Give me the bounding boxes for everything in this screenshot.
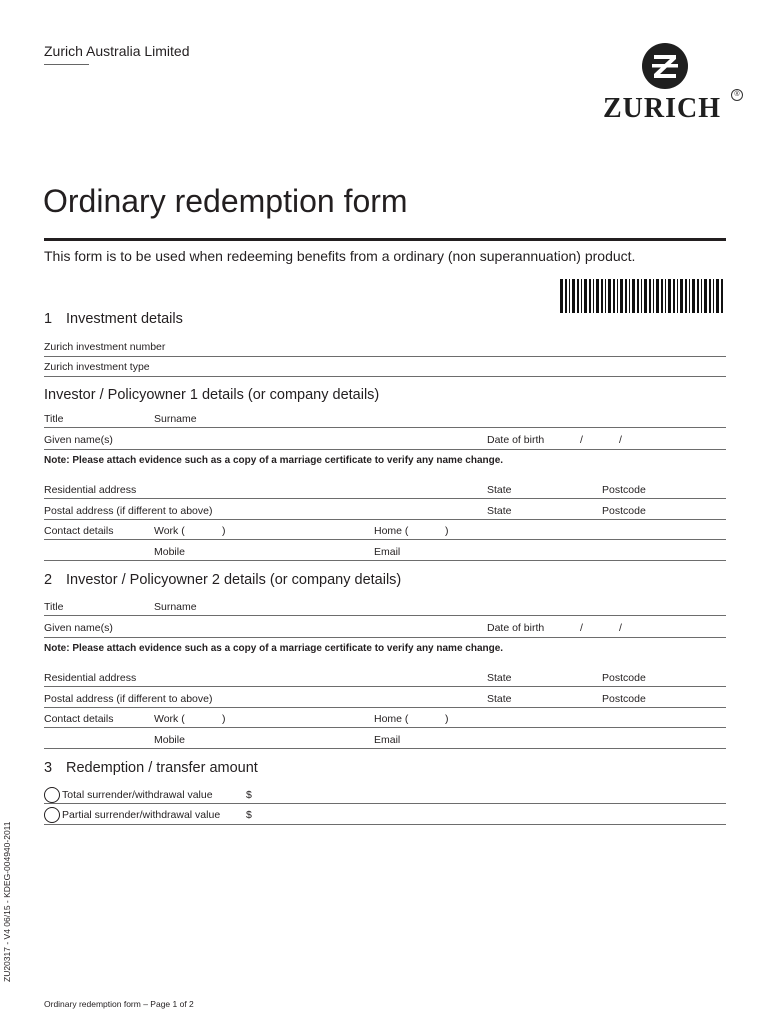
inv1-contact-label: Contact details xyxy=(44,525,114,537)
inv1-state-label: State xyxy=(487,484,512,496)
section-3-heading: 3 Redemption / transfer amount xyxy=(44,760,258,776)
inv2-mobile-email-field[interactable] xyxy=(44,748,726,749)
page-title: Ordinary redemption form xyxy=(43,183,408,219)
inv2-dob-slash-1: / xyxy=(580,622,583,634)
page-footer: Ordinary redemption form – Page 1 of 2 xyxy=(44,999,194,1009)
inv2-note: Note: Please attach evidence such as a copy of a marriage certificate to verify any name change. xyxy=(44,643,504,654)
inv2-given-names-field[interactable] xyxy=(44,637,726,638)
inv1-postcode-label: Postcode xyxy=(602,484,646,496)
partial-withdrawal-label: Partial surrender/withdrawal value xyxy=(62,809,221,821)
inv1-dob-label: Date of birth xyxy=(487,434,545,446)
intro-text: This form is to be used when redeeming benefits from a ordinary (non superannuation) product. xyxy=(44,248,636,264)
company-underline xyxy=(44,64,89,65)
inv1-residential-field[interactable] xyxy=(44,498,726,499)
inv2-home-label: Home ( xyxy=(374,713,409,725)
inv1-mobile-label: Mobile xyxy=(154,546,185,558)
inv2-state-label: State xyxy=(487,672,512,684)
inv1-given-names-label: Given name(s) xyxy=(44,434,113,446)
inv1-residential-label: Residential address xyxy=(44,484,137,496)
inv2-dob-slash-2: / xyxy=(619,622,622,634)
inv1-home-paren: ) xyxy=(445,525,449,537)
total-amount-field[interactable] xyxy=(44,803,726,804)
inv2-postal-postcode-label: Postcode xyxy=(602,693,646,705)
title-rule xyxy=(44,238,726,241)
inv1-title-label: Title xyxy=(44,413,64,425)
inv1-postal-state-label: State xyxy=(487,505,512,517)
registered-mark: ® xyxy=(731,89,743,101)
inv1-given-names-field[interactable] xyxy=(44,449,726,450)
section-1-heading: 1 Investment details xyxy=(44,311,183,327)
total-currency: $ xyxy=(246,789,252,801)
inv2-postal-state-label: State xyxy=(487,693,512,705)
inv1-mobile-email-field[interactable] xyxy=(44,560,726,561)
company-name: Zurich Australia Limited xyxy=(44,43,190,59)
partial-amount-field[interactable] xyxy=(44,824,726,825)
inv1-work-home-field[interactable] xyxy=(44,539,726,540)
zurich-wordmark: ZURICH xyxy=(603,93,722,124)
inv2-title-label: Title xyxy=(44,601,64,613)
total-withdrawal-label: Total surrender/withdrawal value xyxy=(62,789,213,801)
partial-currency: $ xyxy=(246,809,252,821)
inv2-postcode-label: Postcode xyxy=(602,672,646,684)
inv1-postal-label: Postal address (if different to above) xyxy=(44,505,213,517)
inv2-residential-label: Residential address xyxy=(44,672,137,684)
inv2-postal-field[interactable] xyxy=(44,707,726,708)
inv2-mobile-label: Mobile xyxy=(154,734,185,746)
inv2-surname-label: Surname xyxy=(154,601,197,613)
investment-type-label: Zurich investment type xyxy=(44,361,150,373)
investor-1-heading: Investor / Policyowner 1 details (or company details) xyxy=(44,387,380,403)
barcode-icon xyxy=(560,279,724,313)
inv1-postal-field[interactable] xyxy=(44,519,726,520)
inv1-name-field[interactable] xyxy=(44,427,726,428)
zurich-logo-icon xyxy=(641,42,689,90)
inv1-work-label: Work ( xyxy=(154,525,185,537)
inv2-work-paren: ) xyxy=(222,713,226,725)
inv1-surname-label: Surname xyxy=(154,413,197,425)
inv2-name-field[interactable] xyxy=(44,615,726,616)
inv2-email-label: Email xyxy=(374,734,401,746)
inv1-note: Note: Please attach evidence such as a copy of a marriage certificate to verify any name change. xyxy=(44,455,504,466)
investment-number-label: Zurich investment number xyxy=(44,341,166,353)
inv2-home-paren: ) xyxy=(445,713,449,725)
inv2-postal-label: Postal address (if different to above) xyxy=(44,693,213,705)
inv2-contact-label: Contact details xyxy=(44,713,114,725)
inv2-given-names-label: Given name(s) xyxy=(44,622,113,634)
partial-withdrawal-radio[interactable] xyxy=(44,807,60,823)
total-withdrawal-radio[interactable] xyxy=(44,787,60,803)
inv1-home-label: Home ( xyxy=(374,525,409,537)
inv1-dob-slash-1: / xyxy=(580,434,583,446)
section-2-heading: 2 Investor / Policyowner 2 details (or company details) xyxy=(44,572,402,588)
inv2-dob-label: Date of birth xyxy=(487,622,545,634)
inv2-work-home-field[interactable] xyxy=(44,727,726,728)
inv1-work-paren: ) xyxy=(222,525,226,537)
inv1-email-label: Email xyxy=(374,546,401,558)
inv2-residential-field[interactable] xyxy=(44,686,726,687)
inv1-postal-postcode-label: Postcode xyxy=(602,505,646,517)
inv1-dob-slash-2: / xyxy=(619,434,622,446)
investment-number-field[interactable] xyxy=(44,356,726,357)
form-code: ZU20317 - V4 06/15 - KDEG-004940-2011 xyxy=(2,821,12,982)
investment-type-field[interactable] xyxy=(44,376,726,377)
inv2-work-label: Work ( xyxy=(154,713,185,725)
